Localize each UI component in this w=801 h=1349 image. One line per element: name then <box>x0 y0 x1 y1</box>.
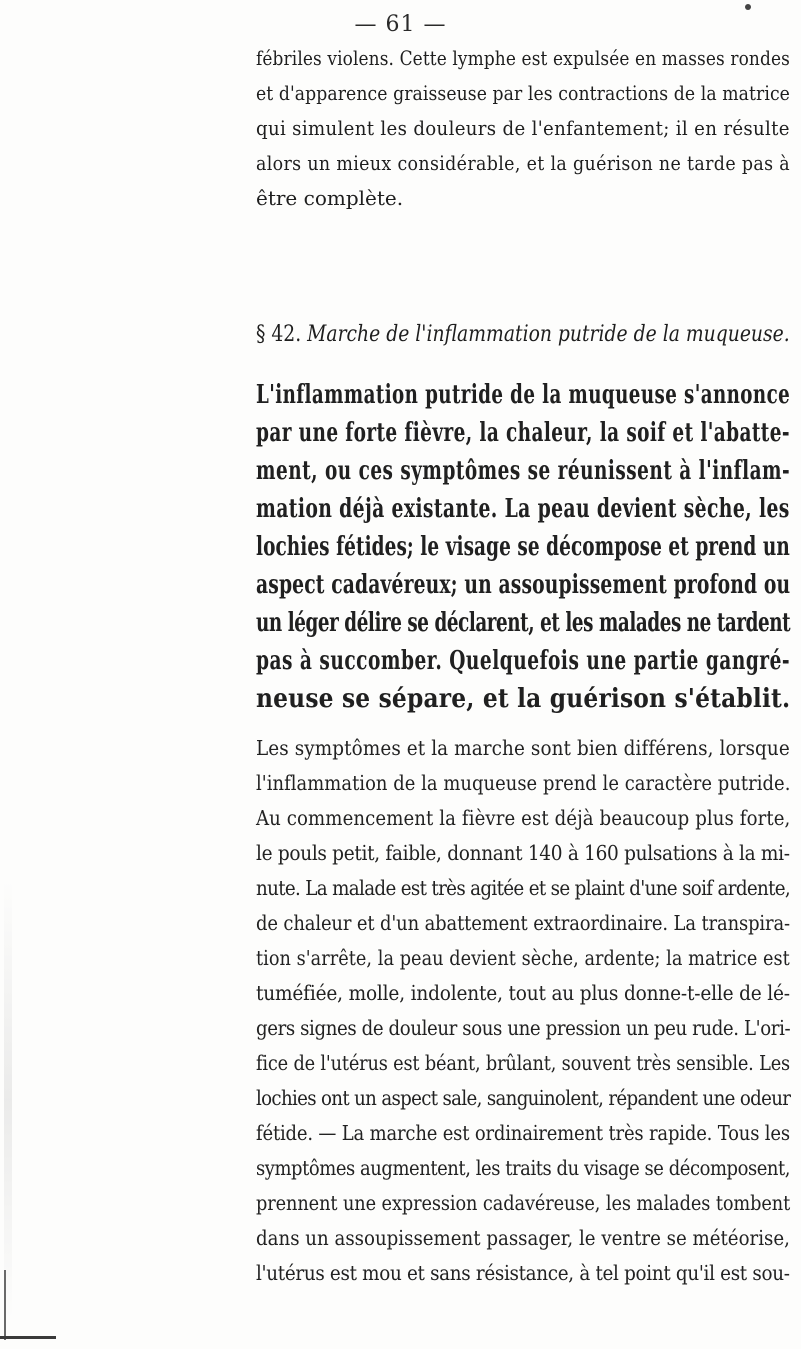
intro-line: et d'apparence graisseuse par les contractions de la matrice <box>256 81 790 105</box>
section-heading <box>256 322 790 347</box>
summary-line: aspect cadavéreux; un assoupissement profond ou <box>256 570 791 600</box>
page-edge-shadow <box>4 880 12 1320</box>
summary-line: mation déjà existante. La peau devient sèche, les <box>256 494 790 524</box>
body-line: prennent une expression cadavéreuse, les malades tombent <box>256 1191 791 1215</box>
intro-line: alors un mieux considérable, et la guérison ne tarde pas à <box>256 151 791 175</box>
intro-line: être complète. <box>256 186 404 210</box>
summary-line: L'inflammation putride de la muqueuse s'annonce <box>256 380 791 410</box>
summary-line: par une forte fièvre, la chaleur, la soif et l'abatte- <box>256 418 790 448</box>
body-line: l'utérus est mou et sans résistance, à tel point qu'il est sou- <box>256 1261 790 1285</box>
ink-dot <box>745 4 751 10</box>
body-line: lochies ont un aspect sale, sanguinolent, répandent une odeur <box>256 1086 791 1110</box>
summary-line: ment, ou ces symptômes se réunissent à l'inflam- <box>256 456 791 486</box>
body-line: tion s'arrête, la peau devient sèche, ardente; la matrice est <box>256 946 790 970</box>
body-line: dans un assoupissement passager, le ventre se météorise, <box>256 1226 790 1250</box>
body-line: fétide. — La marche est ordinairement très rapide. Tous les <box>256 1121 790 1145</box>
intro-line: fébriles violens. Cette lymphe est expulsée en masses rondes <box>256 46 790 70</box>
body-line: Au commencement la fièvre est déjà beaucoup plus forte, <box>256 806 791 830</box>
body-line: le pouls petit, faible, donnant 140 à 160 pulsations à la mi- <box>256 841 790 865</box>
body-line: gers signes de douleur sous une pression un peu rude. L'ori- <box>256 1016 791 1040</box>
section-title: Marche de l'inflammation putride de la muqueuse. <box>307 322 790 347</box>
body-line: Les symptômes et la marche sont bien différens, lorsque <box>256 736 790 760</box>
intro-line: qui simulent les douleurs de l'enfantement; il en résulte <box>256 116 790 140</box>
summary-line: pas à succomber. Quelquefois une partie gangré- <box>256 646 791 676</box>
body-line: tuméfiée, molle, indolente, tout au plus donne-t-elle de lé- <box>256 981 790 1005</box>
page-corner-edge <box>4 1270 6 1340</box>
page-corner-mark <box>0 1336 56 1339</box>
summary-line: neuse se sépare, et la guérison s'établit. <box>256 684 791 714</box>
body-line: de chaleur et d'un abattement extraordinaire. La transpira- <box>256 911 790 935</box>
body-line: fice de l'utérus est béant, brûlant, souvent très sensible. Les <box>256 1051 790 1075</box>
body-line: symptômes augmentent, les traits du visage se décomposent, <box>256 1156 791 1180</box>
page-number: — 61 — <box>354 12 447 37</box>
summary-line: un léger délire se déclarent, et les malades ne tardent <box>256 608 791 638</box>
summary-line: lochies fétides; le visage se décompose et prend un <box>256 532 790 562</box>
section-number: § 42. <box>256 322 302 347</box>
body-line: nute. La malade est très agitée et se plaint d'une soif ardente, <box>256 876 791 900</box>
body-line: l'inflammation de la muqueuse prend le caractère putride. <box>256 771 791 795</box>
